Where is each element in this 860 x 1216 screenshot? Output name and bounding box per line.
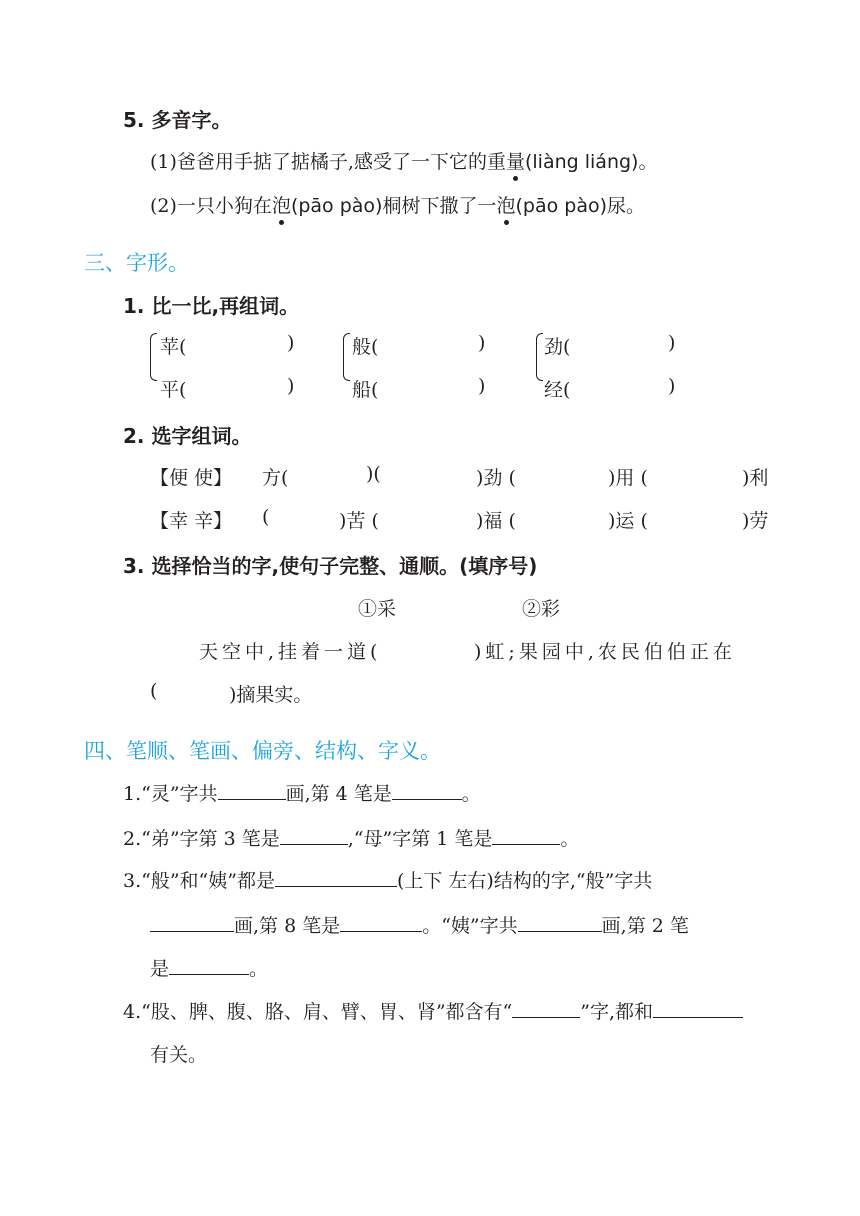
answer-blank[interactable]: [169, 958, 249, 975]
paren-close: ): [668, 375, 676, 397]
question-4-2: 2.“弟”字第 3 笔是 ,“母”字第 1 笔是 。: [123, 828, 580, 850]
pair-2-bottom: 船(: [352, 379, 379, 401]
sentence-line-1-b: )虹;果园中,农民伯伯正在: [474, 641, 736, 663]
question-3-3-title: 3. 选择恰当的字,使句子完整、通顺。(填序号): [123, 554, 538, 578]
paren-close: ): [478, 332, 486, 354]
paren-close: ): [478, 375, 486, 397]
row-1-item: 方(: [262, 467, 289, 489]
answer-blank[interactable]: [280, 828, 348, 845]
row-2-item: (: [262, 506, 270, 528]
brace-icon: [343, 333, 350, 381]
sentence-line-1-a: 天空中,挂着一道(: [199, 641, 382, 663]
pair-3-bottom: 经(: [544, 379, 571, 401]
pair-3-top: 劲(: [544, 336, 571, 358]
question-4-1: 1.“灵”字共 画,第 4 笔是 。: [123, 783, 481, 805]
row-1-item: )利: [742, 467, 769, 489]
question-4-3-line-3: 是 。: [150, 958, 269, 980]
row-1-item: )用 (: [608, 467, 648, 489]
dotted-char: 泡: [272, 191, 291, 218]
row-1-label: 【便 使】: [150, 467, 233, 489]
section-3-heading: 三、字形。: [84, 251, 189, 275]
dotted-char: 泡: [496, 191, 515, 218]
sentence-line-2-a: (: [150, 680, 158, 702]
answer-blank[interactable]: [340, 915, 422, 932]
answer-blank[interactable]: [392, 783, 462, 800]
paren-close: ): [668, 332, 676, 354]
brace-icon: [150, 333, 157, 381]
question-5-line-1: (1)爸爸用手掂了掂橘子,感受了一下它的重量(liàng liáng)。: [150, 147, 657, 174]
pair-1-top: 苹(: [160, 336, 187, 358]
pinyin-options: (liàng liáng)。: [524, 151, 658, 173]
question-4-3-line-1: 3.“般”和“姨”都是 (上下 左右)结构的字,“般”字共: [123, 870, 653, 892]
answer-blank[interactable]: [218, 783, 286, 800]
answer-blank[interactable]: [150, 915, 234, 932]
option-2: ②彩: [522, 598, 561, 620]
row-1-item: )(: [366, 463, 381, 485]
row-2-item: )苦 (: [339, 510, 379, 532]
section-4-heading: 四、笔顺、笔画、偏旁、结构、字义。: [84, 739, 441, 763]
question-4-4-line-2: 有关。: [150, 1044, 208, 1066]
question-3-1-title: 1. 比一比,再组词。: [123, 294, 300, 318]
sentence-line-2-b: )摘果实。: [229, 684, 313, 706]
question-5-title: 5. 多音字。: [123, 108, 232, 132]
brace-icon: [536, 333, 543, 381]
answer-blank[interactable]: [518, 915, 602, 932]
pair-2-top: 般(: [352, 336, 379, 358]
option-1: ①采: [358, 598, 397, 620]
paren-close: ): [287, 375, 295, 397]
pair-1-bottom: 平(: [160, 379, 187, 401]
answer-blank[interactable]: [653, 1001, 743, 1018]
paren-close: ): [287, 332, 295, 354]
row-2-item: )劳: [742, 510, 769, 532]
question-3-2-title: 2. 选字组词。: [123, 424, 252, 448]
row-2-label: 【幸 辛】: [150, 510, 233, 532]
answer-blank[interactable]: [512, 1001, 580, 1018]
answer-blank[interactable]: [275, 870, 397, 887]
answer-blank[interactable]: [492, 828, 560, 845]
question-4-4-line-1: 4.“股、脾、腹、胳、肩、臂、胃、肾”都含有“ ”字,都和: [123, 997, 743, 1024]
row-2-item: )福 (: [476, 510, 516, 532]
row-2-item: )运 (: [608, 510, 648, 532]
question-5-line-2: (2)一只小狗在泡(pāo pào)桐树下撒了一泡(pāo pào)尿。: [150, 191, 645, 218]
row-1-item: )劲 (: [476, 467, 516, 489]
dotted-char: 量: [506, 147, 525, 174]
question-4-3-line-2: 画,第 8 笔是 。“姨”字共 画,第 2 笔: [150, 911, 689, 938]
